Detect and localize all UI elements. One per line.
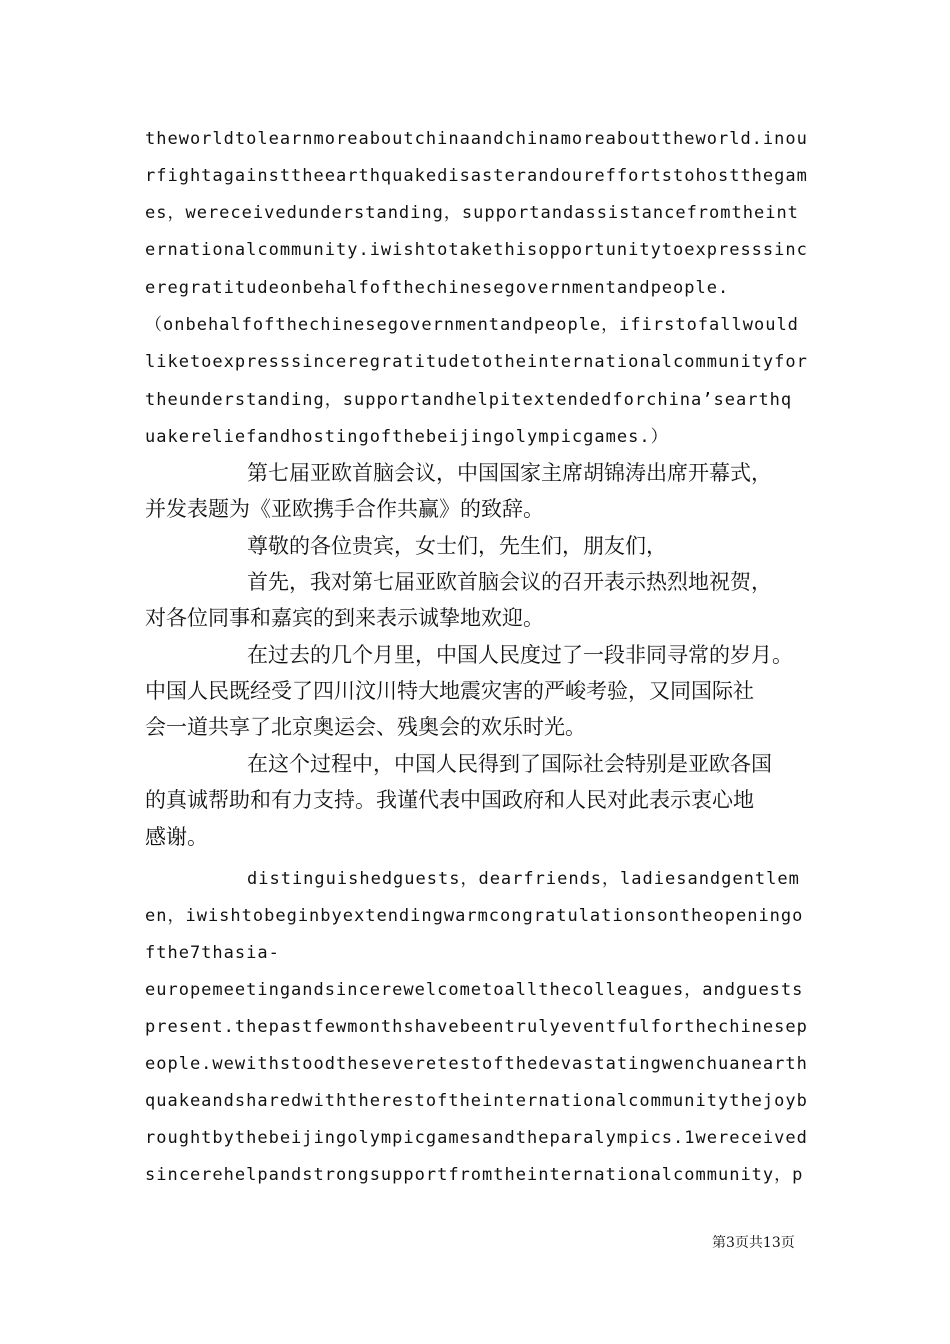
text-line: theworldtolearnmoreaboutchinaandchinamoreabouttheworld.inou	[145, 129, 808, 149]
text-line: distinguishedguests，dearfriends，ladiesandgentlem	[247, 869, 800, 889]
text-line: ernationalcommunity.iwishtotakethisopportunitytoexpresssinc	[145, 240, 808, 260]
text-line: 在这个过程中，中国人民得到了国际社会特别是亚欧各国	[247, 752, 772, 776]
text-line: uakereliefandhostingofthebeijingolympicgames.）	[145, 427, 669, 447]
text-line: liketoexpresssinceregratitudetotheinternationalcommunityfor	[145, 352, 808, 372]
text-line: present.thepastfewmonthshavebeentrulyeventfulforthechinesep	[145, 1017, 808, 1037]
text-line: 对各位同事和嘉宾的到来表示诚挚地欢迎。	[145, 606, 544, 630]
text-line: rfightagainsttheearthquakedisasterandoureffortstohostthegam	[145, 166, 808, 186]
page-number-footer: 第3页共13页	[712, 1235, 795, 1251]
text-line: roughtbythebeijingolympicgamesandtheparalympics.1wereceived	[145, 1128, 808, 1148]
text-line: fthe7thasia-	[145, 943, 280, 963]
text-line: 第七届亚欧首脑会议，中国国家主席胡锦涛出席开幕式，	[247, 461, 772, 485]
text-line: europemeetingandsincerewelcometoallthecolleagues，andguests	[145, 980, 804, 1000]
text-line: eople.wewithstoodtheseveretestofthedevastatingwenchuanearth	[145, 1054, 808, 1074]
text-line: 中国人民既经受了四川汶川特大地震灾害的严峻考验，又同国际社	[145, 679, 754, 703]
text-line: （onbehalfofthechinesegovernmentandpeople，ifirstofallwould	[145, 315, 799, 335]
text-line: sincerehelpandstrongsupportfromtheinternationalcommunity，p	[145, 1165, 804, 1185]
text-line: es，wereceivedunderstanding，supportandassistancefromtheint	[145, 203, 799, 223]
text-line: 在过去的几个月里，中国人民度过了一段非同寻常的岁月。	[247, 643, 793, 667]
text-line: 的真诚帮助和有力支持。我谨代表中国政府和人民对此表示衷心地	[145, 788, 754, 812]
text-line: eregratitudeonbehalfofthechinesegovernmentandpeople.	[145, 278, 730, 298]
text-line: 尊敬的各位贵宾，女士们，先生们，朋友们，	[247, 534, 667, 558]
text-line: theunderstanding，supportandhelpitextendedforchina’searthq	[145, 390, 793, 410]
text-line: 首先，我对第七届亚欧首脑会议的召开表示热烈地祝贺，	[247, 570, 772, 594]
text-line: quakeandsharedwiththerestoftheinternationalcommunitythejoyb	[145, 1091, 808, 1111]
text-line: 会一道共享了北京奥运会、残奥会的欢乐时光。	[145, 715, 586, 739]
text-line: 并发表题为《亚欧携手合作共赢》的致辞。	[145, 497, 544, 521]
text-line: en，iwishtobeginbyextendingwarmcongratulationsontheopeningo	[145, 906, 804, 926]
text-line: 感谢。	[145, 825, 208, 849]
